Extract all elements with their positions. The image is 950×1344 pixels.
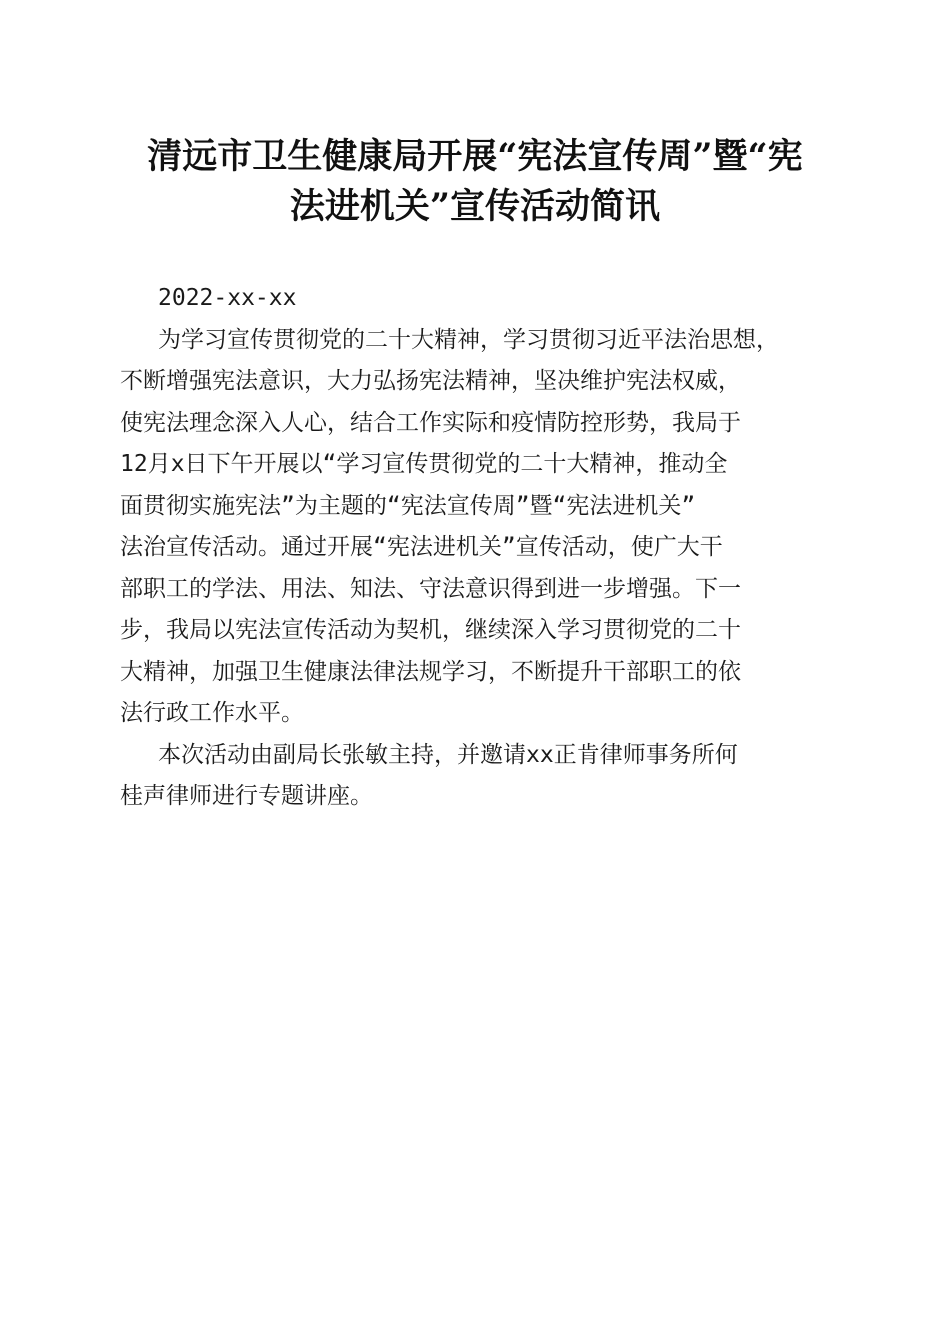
paragraph-line: 本次活动由副局长张敏主持，并邀请xx正肯律师事务所何 (158, 741, 738, 768)
paragraph-line: 大精神，加强卫生健康法律法规学习，不断提升干部职工的依 (120, 658, 741, 685)
paragraph-line: 桂声律师进行专题讲座。 (120, 783, 373, 809)
title-line-2: 法进机关”宣传活动简讯 (289, 186, 661, 227)
title-line-1: 清远市卫生健康局开展“宪法宣传周”暨“宪 (147, 136, 803, 177)
paragraph-line: 面贯彻实施宪法”为主题的“宪法宣传周”暨“宪法进机关” (120, 492, 696, 519)
paragraph-line: 为学习宣传贯彻党的二十大精神，学习贯彻习近平法治思想， (158, 326, 779, 353)
document-date: 2022-xx-xx (158, 285, 297, 311)
document-body (120, 278, 830, 818)
paragraph-line: 12月x日下午开展以“学习宣传贯彻党的二十大精神，推动全 (120, 451, 728, 477)
paragraph-line: 法行政工作水平。 (120, 700, 304, 726)
paragraph-line: 法治宣传活动。通过开展“宪法进机关”宣传活动，使广大干 (120, 534, 723, 560)
paragraph-line: 部职工的学法、用法、知法、守法意识得到进一步增强。下一 (120, 575, 741, 602)
paragraph-1 (120, 320, 830, 735)
paragraph-line: 使宪法理念深入人心，结合工作实际和疫情防控形势，我局于 (120, 409, 741, 436)
document-title (110, 132, 840, 232)
paragraph-line: 不断增强宪法意识，大力弘扬宪法精神，坚决维护宪法权威， (120, 368, 741, 394)
paragraph-line: 步，我局以宪法宣传活动为契机，继续深入学习贯彻党的二十 (120, 617, 741, 643)
paragraph-2 (120, 735, 830, 818)
